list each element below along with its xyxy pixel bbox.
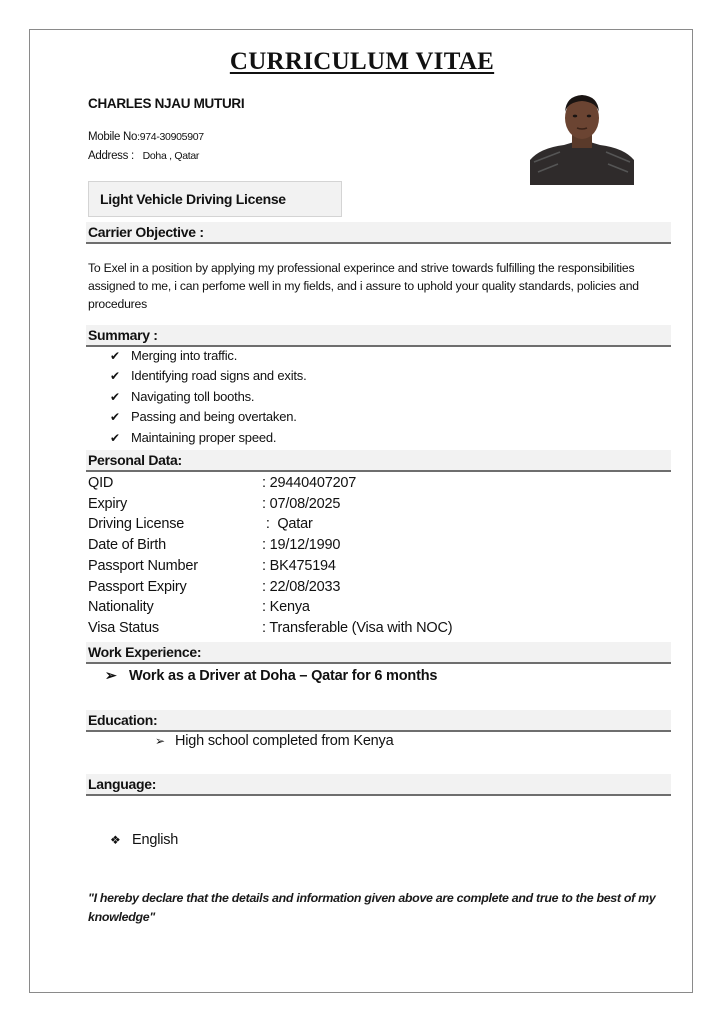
check-icon: ✔ <box>110 369 120 384</box>
summary-item: ✔ Navigating toll booths. <box>110 387 307 407</box>
personal-row-passport-expiry: Passport Expiry : 22/08/2033 <box>88 578 341 595</box>
check-icon: ✔ <box>110 389 120 404</box>
personal-row-qid: QID : 29440407207 <box>88 475 357 491</box>
person-photo-icon <box>530 90 634 185</box>
summary-item: ✔ Merging into traffic. <box>110 346 307 366</box>
personal-row-dob: Date of Birth : 19/12/1990 <box>88 537 341 554</box>
section-heading-summary: Summary : <box>86 325 671 347</box>
mobile-line <box>88 131 204 143</box>
arrowhead-icon: ➢ <box>105 667 117 683</box>
objective-text: To Exel in a position by applying my professional experince and strive towards fulfilling the responsibilities assigned to me, i can perfome well in my fields, and i assure to uphold your quality standards, policies and procedures <box>88 261 639 311</box>
document-title: CURRICULUM VITAE <box>229 48 495 75</box>
summary-list <box>110 346 307 448</box>
arrowhead-icon: ➢ <box>155 734 165 748</box>
section-heading-objective: Carrier Objective : <box>86 222 671 244</box>
address-line <box>88 150 199 162</box>
section-heading-personal: Personal Data: <box>86 450 671 472</box>
declaration-text: "I hereby declare that the details and information given above are complete and true to the best of my knowledge" <box>88 891 656 924</box>
language-item: ❖ English <box>110 832 179 848</box>
section-heading-education: Education: <box>86 710 671 732</box>
summary-item: ✔ Maintaining proper speed. <box>110 428 307 448</box>
address-value: Doha , Qatar <box>142 150 200 162</box>
work-item: ➢ Work as a Driver at Doha – Qatar for 6 months <box>105 667 438 684</box>
mobile-value: :974-30905907 <box>137 131 204 143</box>
candidate-name: CHARLES NJAU MUTURI <box>88 96 245 111</box>
personal-row-visa-status: Visa Status : Transferable (Visa with NOC) <box>88 619 453 636</box>
personal-row-passport-number: Passport Number : BK475194 <box>88 557 336 574</box>
section-heading-language: Language: <box>86 774 671 796</box>
personal-data-table <box>88 473 452 639</box>
check-icon: ✔ <box>110 430 120 445</box>
personal-row-expiry: Expiry : 07/08/2025 <box>88 495 341 512</box>
summary-item: ✔ Identifying road signs and exits. <box>110 366 307 386</box>
profile-photo <box>530 90 634 185</box>
mobile-label: Mobile No <box>88 131 138 143</box>
summary-item: ✔ Passing and being overtaken. <box>110 407 307 427</box>
check-icon: ✔ <box>110 410 120 425</box>
check-icon: ✔ <box>110 349 120 363</box>
license-badge: Light Vehicle Driving License <box>88 181 342 217</box>
address-label: Address : <box>88 150 134 162</box>
personal-row-driving-license: Driving License : Qatar <box>88 516 313 533</box>
four-diamond-icon: ❖ <box>110 833 121 847</box>
education-item: ➢ High school completed from Kenya <box>155 733 394 749</box>
section-heading-work: Work Experience: <box>86 642 671 664</box>
personal-row-nationality: Nationality : Kenya <box>88 599 310 616</box>
